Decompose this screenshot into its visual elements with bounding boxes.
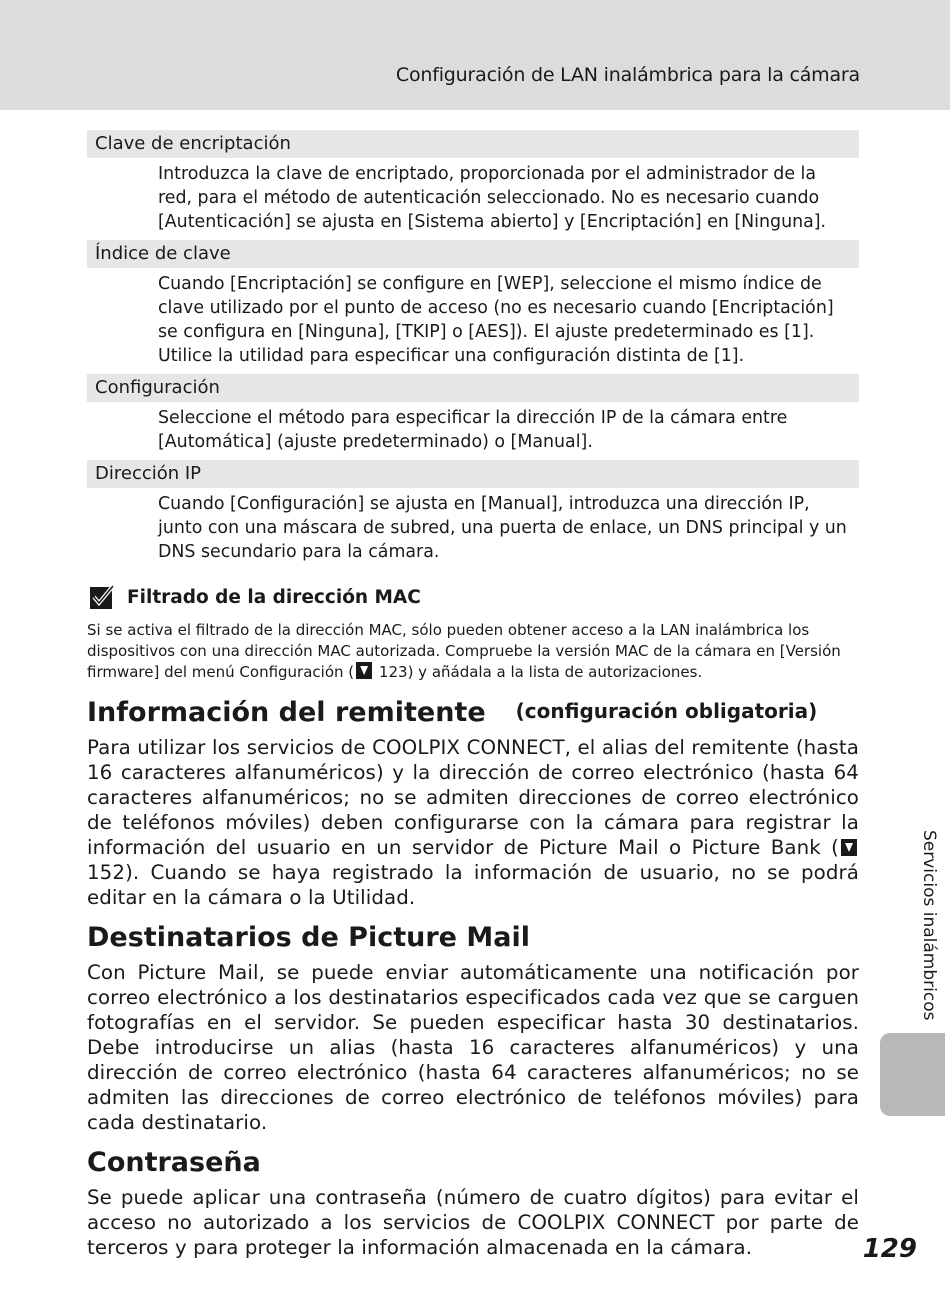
setting-description: Introduzca la clave de encriptado, proporcionada por el administrador de la red, para el método de autenticación seleccionado. No es necesario cuando [Autenticación] se ajusta en [Sistema abierto] y [Encriptación] en [Ninguna]. [158, 164, 827, 232]
caution-note [87, 584, 859, 683]
caution-title: Filtrado de la dirección MAC [127, 586, 421, 608]
settings-list [87, 130, 859, 570]
side-tab-label: Servicios inalámbricos [919, 830, 939, 1021]
setting-label: Configuración [87, 374, 859, 402]
section-title-recipients: Destinatarios de Picture Mail [87, 922, 530, 953]
header-title: Configuración de LAN inalámbrica para la cámara [395, 64, 860, 86]
sender-text [87, 735, 859, 910]
page-reference-icon [841, 839, 857, 856]
caution-text [87, 620, 859, 683]
side-tab [880, 1033, 945, 1116]
page-reference: 123 [378, 663, 408, 681]
page-reference: 152 [87, 861, 126, 884]
sender-title: Información del remitente [87, 697, 486, 728]
setting-description: Cuando [Configuración] se ajusta en [Manual], introduzca una dirección IP, junto con una máscara de subred, una puerta de enlace, un DNS principal y un DNS secundario para la cámara. [158, 494, 847, 562]
caution-text-part: Si se activa el filtrado de la dirección MAC, sólo pueden obtener acceso a la LAN inalámbrica los dispositivos con una dirección MAC autorizada. Compruebe la versión MAC de la cámara en [Versión firmware] del menú Configuración ( [87, 621, 841, 681]
caution-header [89, 584, 859, 610]
section-title-sender [87, 695, 859, 729]
sender-text-part: Para utilizar los servicios de COOLPIX CONNECT, el alias del remitente (hasta 16 caracteres alfanuméricos) y la dirección de correo electrónico (hasta 64 caracteres alfanuméricos; no se admiten direcciones de correo electrónico de teléfonos móviles) deben configurarse con la cámara para registrar la información del usuario en un servidor de Picture Mail o Picture Bank ( [87, 736, 859, 859]
password-text: Se puede aplicar una contraseña (número de cuatro dígitos) para evitar el acceso no autorizado a los servicios de COOLPIX CONNECT por parte de terceros y para proteger la información almacenada en la cámara. [87, 1186, 859, 1259]
sender-subtitle: (configuración obligatoria) [515, 699, 818, 723]
setting-label: Clave de encriptación [87, 130, 859, 158]
recipients-text: Con Picture Mail, se puede enviar automáticamente una notificación por correo electrónico a los destinatarios especificados cada vez que se carguen fotografías en el servidor. Se pueden especificar hasta 30 destinatarios. Debe introducirse un alias (hasta 16 caracteres alfanuméricos) y una dirección de correo electrónico (hasta 64 caracteres alfanuméricos; no se admiten las direcciones de correo electrónico de teléfonos móviles) para cada destinatario. [87, 961, 859, 1134]
header-band [0, 0, 950, 110]
setting-description: Seleccione el método para especificar la dirección IP de la cámara entre [Automática] (ajuste predeterminado) o [Manual]. [158, 408, 788, 452]
page-reference-icon [356, 662, 372, 679]
page-number: 129 [862, 1234, 917, 1264]
sender-text-part: ). Cuando se haya registrado la información de usuario, no se podrá editar en la cámara o la Utilidad. [87, 861, 859, 909]
section-title-password: Contraseña [87, 1147, 261, 1178]
caution-text-part: ) y añádala a la lista de autorizaciones. [407, 663, 703, 681]
setting-description: Cuando [Encriptación] se configure en [WEP], seleccione el mismo índice de clave utilizado por el punto de acceso (no es necesario cuando [Encriptación] se configura en [Ninguna], [TKIP] o [AES]). El ajuste predeterminado es [1]. Utilice la utilidad para especificar una configuración distinta de [1]. [158, 274, 834, 366]
page-content [87, 130, 859, 1260]
setting-label: Dirección IP [87, 460, 859, 488]
setting-label: Índice de clave [87, 240, 859, 268]
checkmark-caution-icon [89, 584, 115, 610]
